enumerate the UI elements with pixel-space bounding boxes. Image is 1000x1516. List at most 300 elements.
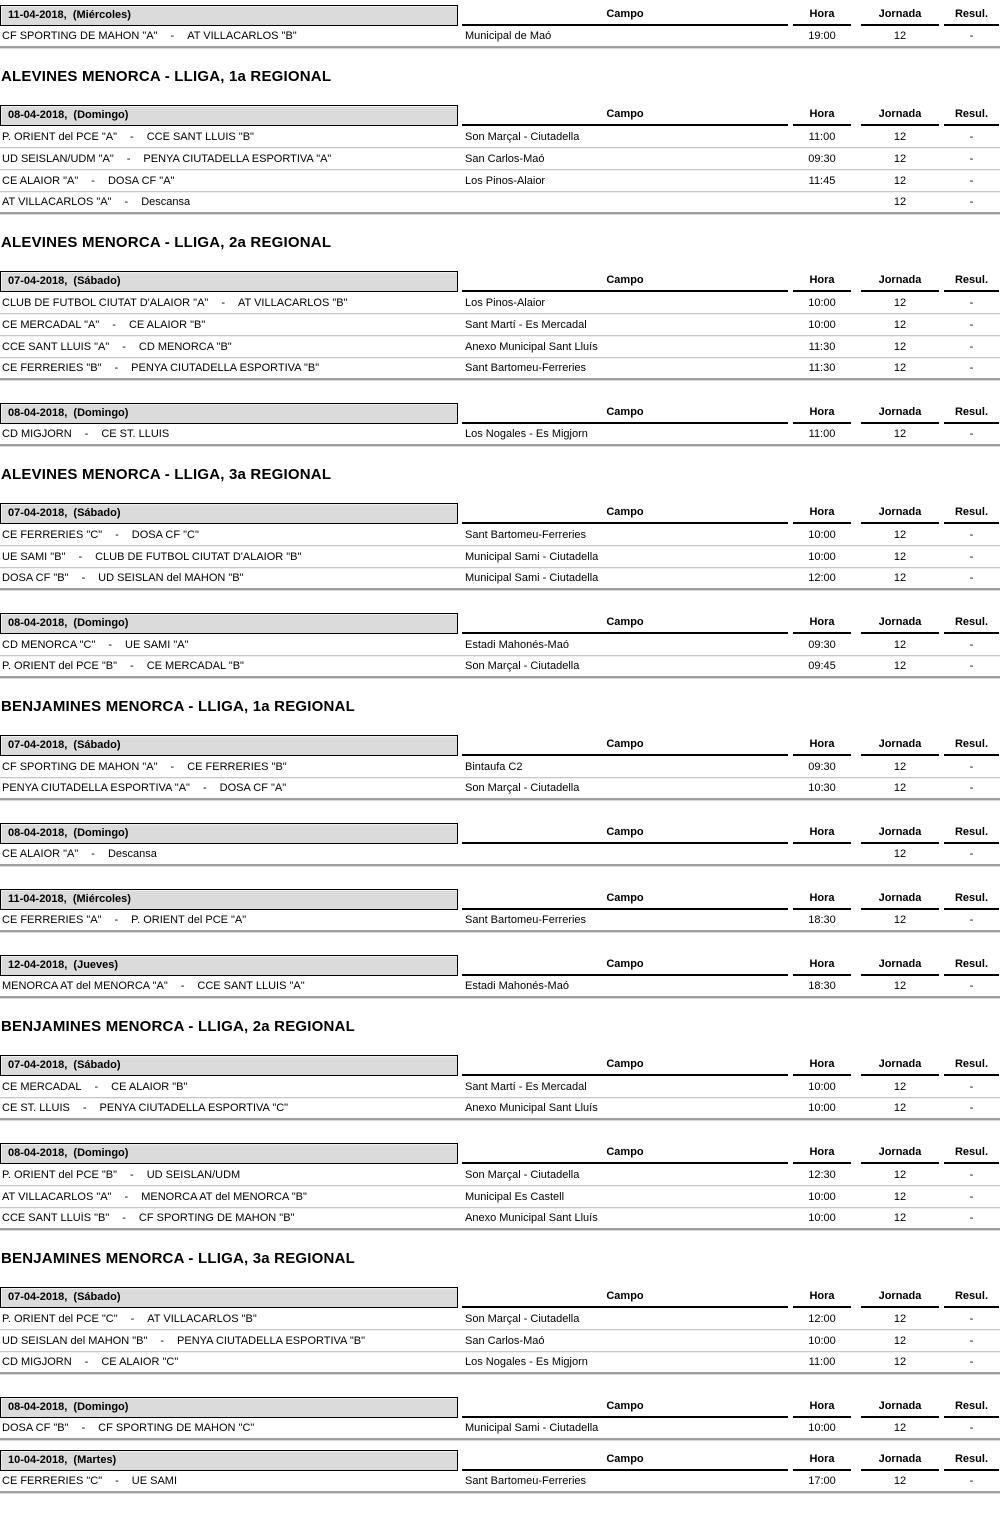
jornada-cell: 12 bbox=[893, 760, 907, 773]
table-header-row bbox=[0, 821, 1000, 844]
jornada-column-header: Jornada bbox=[861, 274, 939, 292]
fixture-row bbox=[0, 546, 1000, 568]
jornada-column-header: Jornada bbox=[861, 1146, 939, 1164]
home-team: P. ORIENT del PCE "B" bbox=[2, 1168, 118, 1181]
hora-cell: 11:00 bbox=[808, 1356, 836, 1368]
fixture-table bbox=[0, 1141, 1000, 1230]
match-cell bbox=[0, 980, 458, 992]
campo-cell: Sant Bartomeu-Ferreries bbox=[465, 914, 587, 926]
fixture-row bbox=[0, 26, 1000, 48]
resul-cell: - bbox=[969, 1190, 974, 1203]
away-team: UD SEISLAN/UDM bbox=[146, 1168, 241, 1181]
jornada-cell: 12 bbox=[893, 914, 907, 926]
resul-cell: - bbox=[969, 782, 974, 794]
away-team: UE SAMI bbox=[131, 1475, 178, 1487]
campo-cell: Son Marçal - Ciutadella bbox=[465, 130, 580, 143]
hora-cell: 10:00 bbox=[808, 528, 836, 541]
resul-cell: - bbox=[969, 914, 974, 926]
vs-dash: - bbox=[112, 318, 116, 331]
table-header-row bbox=[0, 953, 1000, 976]
jornada-cell: 12 bbox=[893, 1422, 907, 1434]
home-team: AT VILLACARLOS "A" bbox=[2, 1190, 112, 1203]
campo-cell: Municipal Sami - Ciutadella bbox=[465, 572, 599, 584]
away-team: PENYA CIUTADELLA ESPORTIVA "A" bbox=[143, 152, 332, 165]
hora-column-header: Hora bbox=[793, 1058, 851, 1076]
resul-column-header: Resul. bbox=[944, 506, 999, 524]
jornada-cell: 12 bbox=[893, 30, 907, 42]
home-team: CE MERCADAL bbox=[2, 1080, 82, 1093]
date-header: 08-04-2018, (Domingo) bbox=[0, 1397, 458, 1418]
hora-cell: 09:30 bbox=[808, 760, 836, 773]
home-team: MENORCA AT del MENORCA "A" bbox=[2, 980, 168, 992]
resul-cell: - bbox=[969, 1168, 974, 1181]
campo-column-header: Campo bbox=[462, 1400, 788, 1418]
resul-cell: - bbox=[969, 340, 974, 353]
resul-column-header: Resul. bbox=[944, 892, 999, 910]
fixture-row bbox=[0, 336, 1000, 358]
match-cell bbox=[0, 362, 458, 374]
resul-column-header: Resul. bbox=[944, 1146, 999, 1164]
resul-cell: - bbox=[969, 638, 974, 651]
jornada-cell: 12 bbox=[893, 528, 907, 541]
fixture-row bbox=[0, 1330, 1000, 1352]
away-team: AT VILLACARLOS "B" bbox=[187, 30, 297, 42]
league-section bbox=[0, 1251, 1000, 1493]
campo-cell: Sant Martí - Es Mercadal bbox=[465, 318, 587, 331]
match-cell bbox=[0, 1422, 458, 1434]
fixture-row bbox=[0, 148, 1000, 170]
jornada-column-header: Jornada bbox=[861, 616, 939, 634]
date-header: 08-04-2018, (Domingo) bbox=[0, 1143, 458, 1164]
home-team: CD MENORCA "C" bbox=[2, 638, 96, 651]
section-title: ALEVINES MENORCA - LLIGA, 2a REGIONAL bbox=[1, 234, 332, 251]
resul-column-header: Resul. bbox=[944, 406, 999, 424]
match-cell bbox=[0, 1102, 458, 1114]
match-cell bbox=[0, 551, 458, 563]
jornada-cell: 12 bbox=[893, 1212, 907, 1224]
hora-cell: 11:00 bbox=[808, 428, 836, 440]
jornada-column-header: Jornada bbox=[861, 406, 939, 424]
fixture-table bbox=[0, 733, 1000, 800]
jornada-column-header: Jornada bbox=[861, 958, 939, 976]
match-cell bbox=[0, 1191, 458, 1203]
campo-column-header: Campo bbox=[462, 8, 788, 26]
away-team: AT VILLACARLOS "B" bbox=[147, 1312, 257, 1325]
vs-dash: - bbox=[160, 1334, 165, 1347]
resul-cell: - bbox=[969, 362, 974, 374]
away-team: DOSA CF "A" bbox=[219, 782, 287, 794]
away-team: CF SPORTING DE MAHON "B" bbox=[138, 1212, 295, 1224]
league-section bbox=[0, 699, 1000, 998]
hora-cell: 10:00 bbox=[808, 1080, 836, 1093]
away-team: AT VILLACARLOS "B" bbox=[238, 296, 348, 309]
resul-cell: - bbox=[969, 296, 974, 309]
home-team: CE MERCADAL "A" bbox=[2, 318, 100, 331]
hora-column-header: Hora bbox=[793, 1453, 851, 1471]
hora-cell: 10:00 bbox=[808, 1422, 836, 1434]
league-section bbox=[0, 235, 1000, 446]
campo-column-header: Campo bbox=[462, 826, 788, 844]
jornada-cell: 12 bbox=[893, 1312, 907, 1325]
match-cell bbox=[0, 914, 458, 926]
away-team: DOSA CF "C" bbox=[131, 528, 199, 541]
hora-column-header: Hora bbox=[793, 958, 851, 976]
vs-dash: - bbox=[202, 782, 207, 794]
home-team: P. ORIENT del PCE "C" bbox=[2, 1312, 118, 1325]
campo-column-header: Campo bbox=[462, 274, 788, 292]
campo-cell: Sant Martí - Es Mercadal bbox=[465, 1080, 587, 1093]
home-team: UE SAMI "B" bbox=[2, 550, 66, 563]
home-team: AT VILLACARLOS "A" bbox=[2, 196, 112, 208]
hora-cell: 18:30 bbox=[808, 914, 836, 926]
resul-cell: - bbox=[969, 550, 974, 563]
away-team: UD SEISLAN del MAHON "B" bbox=[98, 572, 244, 584]
away-team: Descansa bbox=[141, 196, 191, 208]
table-header-row bbox=[0, 269, 1000, 292]
table-header-row bbox=[0, 611, 1000, 634]
jornada-cell: 12 bbox=[893, 660, 907, 672]
hora-cell: 10:00 bbox=[808, 1334, 836, 1347]
vs-dash: - bbox=[170, 30, 175, 42]
resul-cell: - bbox=[969, 130, 974, 143]
resul-column-header: Resul. bbox=[944, 1400, 999, 1418]
home-team: CF SPORTING DE MAHON "A" bbox=[2, 30, 158, 42]
jornada-column-header: Jornada bbox=[861, 1058, 939, 1076]
fixture-row bbox=[0, 910, 1000, 932]
jornada-column-header: Jornada bbox=[861, 1453, 939, 1471]
fixture-row bbox=[0, 192, 1000, 214]
jornada-cell: 12 bbox=[893, 362, 907, 374]
resul-cell: - bbox=[969, 660, 974, 672]
match-cell bbox=[0, 1335, 458, 1347]
section-title: BENJAMINES MENORCA - LLIGA, 2a REGIONAL bbox=[1, 1018, 355, 1035]
fixture-row bbox=[0, 1352, 1000, 1374]
away-team: DOSA CF "A" bbox=[107, 174, 175, 187]
jornada-cell: 12 bbox=[893, 1190, 907, 1203]
campo-cell: Sant Bartomeu-Ferreries bbox=[465, 362, 587, 374]
fixture-row bbox=[0, 756, 1000, 778]
jornada-cell: 12 bbox=[893, 1080, 907, 1093]
vs-dash: - bbox=[126, 152, 131, 165]
fixture-row bbox=[0, 1208, 1000, 1230]
resul-column-header: Resul. bbox=[944, 108, 999, 126]
resul-cell: - bbox=[969, 1102, 974, 1114]
date-header: 08-04-2018, (Domingo) bbox=[0, 105, 458, 126]
vs-dash: - bbox=[82, 1102, 87, 1114]
hora-column-header: Hora bbox=[793, 616, 851, 634]
league-section bbox=[0, 1019, 1000, 1230]
vs-dash: - bbox=[115, 528, 119, 541]
home-team: CE FERRERIES "C" bbox=[2, 528, 103, 541]
resul-column-header: Resul. bbox=[944, 8, 999, 26]
jornada-cell: 12 bbox=[893, 428, 907, 440]
resul-cell: - bbox=[969, 572, 974, 584]
table-header-row bbox=[0, 1053, 1000, 1076]
table-header-row bbox=[0, 1285, 1000, 1308]
campo-column-header: Campo bbox=[462, 108, 788, 126]
home-team: PENYA CIUTADELLA ESPORTIVA "A" bbox=[2, 782, 190, 794]
league-section bbox=[0, 69, 1000, 214]
fixture-row bbox=[0, 634, 1000, 656]
fixture-table bbox=[0, 269, 1000, 380]
hora-column-header: Hora bbox=[793, 406, 851, 424]
away-team: P. ORIENT del PCE "A" bbox=[131, 914, 247, 926]
hora-cell: 10:00 bbox=[808, 550, 836, 563]
vs-dash: - bbox=[91, 848, 95, 860]
jornada-column-header: Jornada bbox=[861, 8, 939, 26]
hora-cell: 10:00 bbox=[808, 318, 836, 331]
resul-cell: - bbox=[969, 1334, 974, 1347]
date-header: 07-04-2018, (Sábado) bbox=[0, 735, 458, 756]
hora-cell: 10:00 bbox=[808, 1190, 836, 1203]
resul-column-header: Resul. bbox=[944, 1058, 999, 1076]
campo-cell: Municipal de Maó bbox=[465, 30, 552, 42]
home-team: CD MIGJORN bbox=[2, 1356, 72, 1368]
home-team: CCE SANT LLUIS "A" bbox=[2, 340, 110, 353]
match-cell bbox=[0, 1475, 458, 1487]
resul-cell: - bbox=[969, 980, 974, 992]
away-team: CE ALAIOR "B" bbox=[111, 1080, 188, 1093]
hora-cell: 10:30 bbox=[808, 782, 836, 794]
fixture-row bbox=[0, 1308, 1000, 1330]
jornada-cell: 12 bbox=[893, 782, 907, 794]
campo-cell: Son Marçal - Ciutadella bbox=[465, 660, 580, 672]
hora-column-header: Hora bbox=[793, 826, 851, 844]
hora-cell: 12:30 bbox=[808, 1168, 836, 1181]
resul-cell: - bbox=[969, 30, 974, 42]
league-section bbox=[0, 467, 1000, 678]
campo-cell: Son Marçal - Ciutadella bbox=[465, 1312, 580, 1325]
home-team: CE ALAIOR "A" bbox=[2, 174, 79, 187]
date-header: 12-04-2018, (Jueves) bbox=[0, 955, 458, 976]
fixture-row bbox=[0, 358, 1000, 380]
campo-column-header: Campo bbox=[462, 892, 788, 910]
date-header: 08-04-2018, (Domingo) bbox=[0, 823, 458, 844]
match-cell bbox=[0, 1169, 458, 1181]
date-header: 11-04-2018, (Miércoles) bbox=[0, 5, 458, 26]
fixture-table bbox=[0, 1053, 1000, 1120]
match-cell bbox=[0, 848, 458, 860]
resul-cell: - bbox=[969, 1475, 974, 1487]
fixture-table bbox=[0, 501, 1000, 590]
vs-dash: - bbox=[81, 1422, 86, 1434]
jornada-cell: 12 bbox=[893, 296, 907, 309]
jornada-column-header: Jornada bbox=[861, 506, 939, 524]
hora-cell: 19:00 bbox=[808, 30, 836, 42]
league-section bbox=[0, 3, 1000, 48]
campo-cell: San Carlos-Maó bbox=[465, 1334, 545, 1347]
fixture-row bbox=[0, 1098, 1000, 1120]
resul-column-header: Resul. bbox=[944, 958, 999, 976]
vs-dash: - bbox=[170, 760, 175, 773]
hora-cell: 09:30 bbox=[808, 152, 836, 165]
date-header: 08-04-2018, (Domingo) bbox=[0, 403, 458, 424]
fixture-table bbox=[0, 821, 1000, 866]
hora-cell: 09:45 bbox=[808, 660, 836, 672]
fixture-row bbox=[0, 1164, 1000, 1186]
resul-cell: - bbox=[969, 1080, 974, 1093]
fixture-row bbox=[0, 1186, 1000, 1208]
match-cell bbox=[0, 131, 458, 143]
fixture-table bbox=[0, 1395, 1000, 1440]
home-team: CCE SANT LLUÍS "B" bbox=[2, 1212, 110, 1224]
campo-cell: Estadi Mahonés-Maó bbox=[465, 638, 569, 651]
resul-cell: - bbox=[969, 528, 974, 541]
vs-dash: - bbox=[130, 130, 134, 143]
date-header: 07-04-2018, (Sábado) bbox=[0, 271, 458, 292]
campo-column-header: Campo bbox=[462, 1058, 788, 1076]
fixture-row bbox=[0, 524, 1000, 546]
resul-cell: - bbox=[969, 1422, 974, 1434]
match-cell bbox=[0, 319, 458, 331]
hora-cell: 10:00 bbox=[808, 1102, 836, 1114]
vs-dash: - bbox=[130, 1168, 134, 1181]
vs-dash: - bbox=[94, 1080, 99, 1093]
match-cell bbox=[0, 761, 458, 773]
home-team: UD SEISLAN del MAHON "B" bbox=[2, 1334, 148, 1347]
campo-cell: Municipal Sami - Ciutadella bbox=[465, 1422, 599, 1434]
resul-column-header: Resul. bbox=[944, 738, 999, 756]
away-team: UE SAMI "A" bbox=[125, 638, 189, 651]
fixture-row bbox=[0, 314, 1000, 336]
jornada-cell: 12 bbox=[893, 318, 907, 331]
match-cell bbox=[0, 1212, 458, 1224]
resul-column-header: Resul. bbox=[944, 274, 999, 292]
vs-dash: - bbox=[91, 174, 95, 187]
home-team: CLUB DE FUTBOL CIUTAT D'ALAIOR "A" bbox=[2, 296, 209, 309]
away-team: CE FERRERIES "B" bbox=[187, 760, 287, 773]
away-team: CE ALAIOR "C" bbox=[101, 1356, 179, 1368]
fixture-row bbox=[0, 778, 1000, 800]
away-team: CE ALAIOR "B" bbox=[128, 318, 206, 331]
campo-cell: Los Nogales - Es Migjorn bbox=[465, 428, 588, 440]
fixture-table bbox=[0, 103, 1000, 214]
resul-cell: - bbox=[969, 760, 974, 773]
away-team: CCE SANT LLUIS "B" bbox=[146, 130, 254, 143]
hora-cell: 12:00 bbox=[808, 1312, 836, 1325]
date-header: 11-04-2018, (Miércoles) bbox=[0, 889, 458, 910]
table-header-row bbox=[0, 501, 1000, 524]
match-cell bbox=[0, 196, 458, 208]
hora-column-header: Hora bbox=[793, 108, 851, 126]
vs-dash: - bbox=[114, 362, 119, 374]
resul-cell: - bbox=[969, 848, 974, 860]
vs-dash: - bbox=[122, 340, 126, 353]
match-cell bbox=[0, 1081, 458, 1093]
hora-column-header: Hora bbox=[793, 506, 851, 524]
fixture-table bbox=[0, 953, 1000, 998]
jornada-column-header: Jornada bbox=[861, 1290, 939, 1308]
hora-cell: 17:00 bbox=[808, 1475, 836, 1487]
jornada-column-header: Jornada bbox=[861, 738, 939, 756]
vs-dash: - bbox=[78, 550, 83, 563]
section-title: BENJAMINES MENORCA - LLIGA, 1a REGIONAL bbox=[1, 698, 355, 715]
table-header-row bbox=[0, 1141, 1000, 1164]
section-title: ALEVINES MENORCA - LLIGA, 3a REGIONAL bbox=[1, 466, 332, 483]
hora-cell: 10:00 bbox=[808, 1212, 836, 1224]
home-team: DOSA CF "B" bbox=[2, 572, 69, 584]
table-header-row bbox=[0, 1448, 1000, 1471]
jornada-column-header: Jornada bbox=[861, 826, 939, 844]
fixture-row bbox=[0, 126, 1000, 148]
resul-cell: - bbox=[969, 1212, 974, 1224]
fixture-table bbox=[0, 1448, 1000, 1493]
resul-cell: - bbox=[969, 152, 974, 165]
hora-column-header: Hora bbox=[793, 1290, 851, 1308]
campo-cell: Los Pinos-Alaior bbox=[465, 296, 546, 309]
away-team: PENYA CIUTADELLA ESPORTIVA "B" bbox=[131, 362, 320, 374]
hora-column-header: Hora bbox=[793, 8, 851, 26]
resul-cell: - bbox=[969, 1312, 974, 1325]
jornada-column-header: Jornada bbox=[861, 892, 939, 910]
hora-cell: 11:30 bbox=[808, 340, 836, 353]
vs-dash: - bbox=[180, 980, 185, 992]
resul-column-header: Resul. bbox=[944, 826, 999, 844]
resul-cell: - bbox=[969, 428, 974, 440]
jornada-cell: 12 bbox=[893, 572, 907, 584]
fixture-table bbox=[0, 3, 1000, 48]
home-team: CE FERRERIES "A" bbox=[2, 914, 102, 926]
campo-cell: Anexo Municipal Sant Lluís bbox=[465, 1102, 598, 1114]
away-team: CD MENORCA "B" bbox=[138, 340, 232, 353]
vs-dash: - bbox=[108, 638, 113, 651]
fixture-row bbox=[0, 1471, 1000, 1493]
home-team: CE ST. LLUIS bbox=[2, 1102, 70, 1114]
match-cell bbox=[0, 153, 458, 165]
jornada-cell: 12 bbox=[893, 848, 907, 860]
date-header: 07-04-2018, (Sábado) bbox=[0, 1287, 458, 1308]
vs-dash: - bbox=[84, 1356, 89, 1368]
hora-cell: 11:30 bbox=[808, 362, 836, 374]
fixture-row bbox=[0, 844, 1000, 866]
match-cell bbox=[0, 529, 458, 541]
campo-cell: Los Nogales - Es Migjorn bbox=[465, 1356, 588, 1368]
campo-cell: Estadi Mahonés-Maó bbox=[465, 980, 569, 992]
campo-column-header: Campo bbox=[462, 616, 788, 634]
campo-column-header: Campo bbox=[462, 1453, 788, 1471]
resul-cell: - bbox=[969, 318, 974, 331]
jornada-cell: 12 bbox=[893, 980, 907, 992]
campo-cell: Sant Bartomeu-Ferreries bbox=[465, 1475, 587, 1487]
jornada-cell: 12 bbox=[893, 1475, 907, 1487]
hora-column-header: Hora bbox=[793, 738, 851, 756]
date-header: 10-04-2018, (Martes) bbox=[0, 1450, 458, 1471]
fixture-row bbox=[0, 1076, 1000, 1098]
match-cell bbox=[0, 175, 458, 187]
section-title: BENJAMINES MENORCA - LLIGA, 3a REGIONAL bbox=[1, 1250, 355, 1267]
home-team: CE FERRERIES "C" bbox=[2, 1475, 103, 1487]
hora-column-header: Hora bbox=[793, 1400, 851, 1418]
table-header-row bbox=[0, 733, 1000, 756]
jornada-cell: 12 bbox=[893, 1356, 907, 1368]
home-team: CE FERRERIES "B" bbox=[2, 362, 102, 374]
hora-column-header: Hora bbox=[793, 274, 851, 292]
away-team: Descansa bbox=[107, 848, 157, 860]
jornada-cell: 12 bbox=[893, 638, 907, 651]
resul-cell: - bbox=[969, 174, 974, 187]
hora-cell: 18:30 bbox=[808, 980, 836, 992]
campo-cell: Anexo Municipal Sant Lluís bbox=[465, 1212, 598, 1224]
away-team: MENORCA AT del MENORCA "B" bbox=[141, 1190, 307, 1203]
resul-column-header: Resul. bbox=[944, 1453, 999, 1471]
jornada-cell: 12 bbox=[893, 130, 907, 143]
campo-cell: Anexo Municipal Sant Lluís bbox=[465, 340, 598, 353]
home-team: UD SEISLAN/UDM "A" bbox=[2, 152, 114, 165]
vs-dash: - bbox=[81, 572, 86, 584]
campo-cell: Municipal Sami - Ciutadella bbox=[465, 550, 599, 563]
fixture-row bbox=[0, 170, 1000, 192]
jornada-cell: 12 bbox=[893, 1102, 907, 1114]
